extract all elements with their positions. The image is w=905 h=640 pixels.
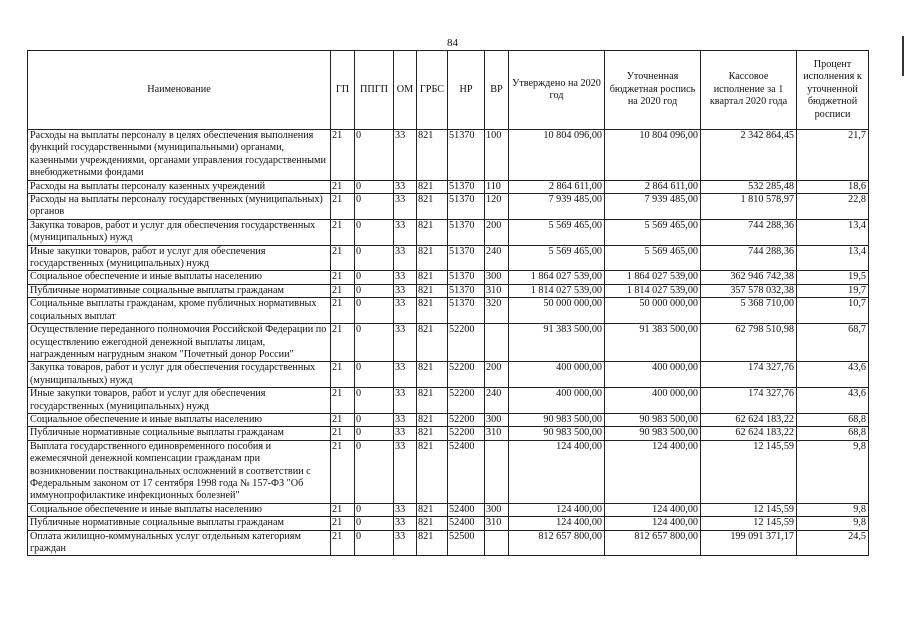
cell-cash: 362 946 742,38 bbox=[701, 271, 797, 284]
cell-np: 52400 bbox=[448, 503, 485, 516]
cell-approved: 400 000,00 bbox=[509, 362, 605, 388]
cell-cash: 5 368 710,00 bbox=[701, 298, 797, 324]
cell-vr: 120 bbox=[485, 194, 509, 220]
cell-cash: 174 327,76 bbox=[701, 388, 797, 414]
cell-grbs: 821 bbox=[417, 298, 448, 324]
cell-grbs: 821 bbox=[417, 413, 448, 426]
cell-om: 33 bbox=[394, 245, 417, 271]
cell-approved: 91 383 500,00 bbox=[509, 324, 605, 362]
cell-gp: 21 bbox=[331, 413, 355, 426]
cell-gp: 21 bbox=[331, 245, 355, 271]
cell-vr: 240 bbox=[485, 245, 509, 271]
cell-refined: 400 000,00 bbox=[605, 388, 701, 414]
cell-ppgp: 0 bbox=[355, 180, 394, 193]
cell-vr: 300 bbox=[485, 503, 509, 516]
table-row bbox=[28, 503, 869, 516]
cell-refined: 1 864 027 539,00 bbox=[605, 271, 701, 284]
cell-np: 52400 bbox=[448, 440, 485, 503]
cell-name: Социальные выплаты гражданам, кроме публичных нормативных социальных выплат bbox=[28, 298, 331, 324]
cell-vr: 110 bbox=[485, 180, 509, 193]
cell-cash: 744 288,36 bbox=[701, 219, 797, 245]
cell-name: Публичные нормативные социальные выплаты гражданам bbox=[28, 517, 331, 530]
cell-np: 51370 bbox=[448, 271, 485, 284]
cell-grbs: 821 bbox=[417, 530, 448, 556]
cell-gp: 21 bbox=[331, 388, 355, 414]
cell-grbs: 821 bbox=[417, 362, 448, 388]
cell-np: 51370 bbox=[448, 298, 485, 324]
cell-percent: 43,6 bbox=[797, 362, 869, 388]
cell-gp: 21 bbox=[331, 271, 355, 284]
cell-percent: 43,6 bbox=[797, 388, 869, 414]
cell-name: Социальное обеспечение и иные выплаты населению bbox=[28, 503, 331, 516]
cell-refined: 90 983 500,00 bbox=[605, 413, 701, 426]
cell-cash: 62 798 510,98 bbox=[701, 324, 797, 362]
cell-refined: 10 804 096,00 bbox=[605, 130, 701, 181]
cell-gp: 21 bbox=[331, 284, 355, 297]
cell-om: 33 bbox=[394, 362, 417, 388]
header-cash: Кассовое исполнение за 1 квартал 2020 года bbox=[701, 51, 797, 130]
cell-cash: 2 342 864,45 bbox=[701, 130, 797, 181]
cell-np: 51370 bbox=[448, 219, 485, 245]
cell-gp: 21 bbox=[331, 427, 355, 440]
cell-np: 52200 bbox=[448, 362, 485, 388]
cell-refined: 2 864 611,00 bbox=[605, 180, 701, 193]
cell-grbs: 821 bbox=[417, 440, 448, 503]
cell-percent: 13,4 bbox=[797, 245, 869, 271]
cell-grbs: 821 bbox=[417, 324, 448, 362]
cell-grbs: 821 bbox=[417, 219, 448, 245]
cell-gp: 21 bbox=[331, 130, 355, 181]
cell-om: 33 bbox=[394, 517, 417, 530]
cell-refined: 90 983 500,00 bbox=[605, 427, 701, 440]
cell-np: 52500 bbox=[448, 530, 485, 556]
table-row bbox=[28, 413, 869, 426]
cell-refined: 124 400,00 bbox=[605, 440, 701, 503]
cell-refined: 400 000,00 bbox=[605, 362, 701, 388]
cell-vr: 310 bbox=[485, 427, 509, 440]
cell-np: 51370 bbox=[448, 130, 485, 181]
budget-table bbox=[27, 50, 869, 556]
cell-percent: 68,7 bbox=[797, 324, 869, 362]
cell-approved: 1 814 027 539,00 bbox=[509, 284, 605, 297]
cell-gp: 21 bbox=[331, 324, 355, 362]
cell-vr bbox=[485, 324, 509, 362]
cell-approved: 400 000,00 bbox=[509, 388, 605, 414]
cell-vr: 310 bbox=[485, 284, 509, 297]
cell-percent: 19,5 bbox=[797, 271, 869, 284]
cell-refined: 1 814 027 539,00 bbox=[605, 284, 701, 297]
cell-vr: 200 bbox=[485, 219, 509, 245]
cell-gp: 21 bbox=[331, 440, 355, 503]
cell-ppgp: 0 bbox=[355, 271, 394, 284]
cell-approved: 5 569 465,00 bbox=[509, 245, 605, 271]
table-row bbox=[28, 271, 869, 284]
cell-name: Публичные нормативные социальные выплаты гражданам bbox=[28, 284, 331, 297]
header-percent: Процент исполнения к уточненной бюджетной росписи bbox=[797, 51, 869, 130]
cell-percent: 22,8 bbox=[797, 194, 869, 220]
cell-om: 33 bbox=[394, 440, 417, 503]
cell-percent: 68,8 bbox=[797, 413, 869, 426]
cell-name: Оплата жилищно-коммунальных услуг отдельным категориям граждан bbox=[28, 530, 331, 556]
cell-np: 51370 bbox=[448, 194, 485, 220]
cell-refined: 50 000 000,00 bbox=[605, 298, 701, 324]
cell-ppgp: 0 bbox=[355, 530, 394, 556]
cell-name: Выплата государственного единовременного пособия и ежемесячной денежной компенсации гражданам при возникновении поствакцинальных осложнений в соответствии с Федеральным законом от 17 сентября 1998 года № 157-ФЗ "Об иммунопрофилактике инфекционных болезней" bbox=[28, 440, 331, 503]
cell-om: 33 bbox=[394, 503, 417, 516]
cell-percent: 21,7 bbox=[797, 130, 869, 181]
header-approved: Утверждено на 2020 год bbox=[509, 51, 605, 130]
cell-percent: 9,8 bbox=[797, 503, 869, 516]
cell-ppgp: 0 bbox=[355, 324, 394, 362]
cell-name: Публичные нормативные социальные выплаты гражданам bbox=[28, 427, 331, 440]
cell-cash: 12 145,59 bbox=[701, 503, 797, 516]
cell-om: 33 bbox=[394, 324, 417, 362]
cell-om: 33 bbox=[394, 271, 417, 284]
page-edge-mark bbox=[902, 36, 904, 76]
cell-ppgp: 0 bbox=[355, 427, 394, 440]
cell-om: 33 bbox=[394, 219, 417, 245]
cell-np: 52200 bbox=[448, 324, 485, 362]
cell-approved: 50 000 000,00 bbox=[509, 298, 605, 324]
cell-percent: 13,4 bbox=[797, 219, 869, 245]
cell-grbs: 821 bbox=[417, 271, 448, 284]
cell-name: Иные закупки товаров, работ и услуг для обеспечения государственных (муниципальных) нужд bbox=[28, 388, 331, 414]
cell-vr: 320 bbox=[485, 298, 509, 324]
cell-cash: 12 145,59 bbox=[701, 517, 797, 530]
cell-cash: 174 327,76 bbox=[701, 362, 797, 388]
cell-percent: 9,8 bbox=[797, 517, 869, 530]
cell-vr: 310 bbox=[485, 517, 509, 530]
cell-om: 33 bbox=[394, 180, 417, 193]
header-ppgp: ППГП bbox=[355, 51, 394, 130]
cell-vr: 200 bbox=[485, 362, 509, 388]
cell-approved: 7 939 485,00 bbox=[509, 194, 605, 220]
cell-name: Закупка товаров, работ и услуг для обеспечения государственных (муниципальных) нужд bbox=[28, 219, 331, 245]
cell-ppgp: 0 bbox=[355, 413, 394, 426]
cell-gp: 21 bbox=[331, 180, 355, 193]
cell-grbs: 821 bbox=[417, 180, 448, 193]
cell-gp: 21 bbox=[331, 530, 355, 556]
cell-percent: 24,5 bbox=[797, 530, 869, 556]
cell-ppgp: 0 bbox=[355, 298, 394, 324]
cell-approved: 124 400,00 bbox=[509, 503, 605, 516]
cell-ppgp: 0 bbox=[355, 245, 394, 271]
cell-approved: 812 657 800,00 bbox=[509, 530, 605, 556]
table-row bbox=[28, 245, 869, 271]
table-row bbox=[28, 298, 869, 324]
cell-np: 52400 bbox=[448, 517, 485, 530]
cell-percent: 9,8 bbox=[797, 440, 869, 503]
cell-grbs: 821 bbox=[417, 388, 448, 414]
cell-ppgp: 0 bbox=[355, 517, 394, 530]
cell-approved: 2 864 611,00 bbox=[509, 180, 605, 193]
table-row bbox=[28, 440, 869, 503]
cell-om: 33 bbox=[394, 194, 417, 220]
cell-vr: 300 bbox=[485, 413, 509, 426]
table-row bbox=[28, 130, 869, 181]
cell-np: 52200 bbox=[448, 413, 485, 426]
cell-cash: 357 578 032,38 bbox=[701, 284, 797, 297]
table-row bbox=[28, 517, 869, 530]
cell-approved: 90 983 500,00 bbox=[509, 413, 605, 426]
cell-om: 33 bbox=[394, 427, 417, 440]
cell-np: 52200 bbox=[448, 427, 485, 440]
cell-percent: 19,7 bbox=[797, 284, 869, 297]
cell-gp: 21 bbox=[331, 219, 355, 245]
cell-om: 33 bbox=[394, 530, 417, 556]
cell-approved: 124 400,00 bbox=[509, 517, 605, 530]
table-row bbox=[28, 362, 869, 388]
cell-name: Осуществление переданного полномочия Российской Федерации по осуществлению ежегодной денежной выплаты лицам, награжденным нагрудным знаком "Почетный донор России" bbox=[28, 324, 331, 362]
cell-grbs: 821 bbox=[417, 284, 448, 297]
table-row bbox=[28, 427, 869, 440]
cell-np: 51370 bbox=[448, 284, 485, 297]
cell-cash: 62 624 183,22 bbox=[701, 413, 797, 426]
cell-percent: 10,7 bbox=[797, 298, 869, 324]
cell-np: 51370 bbox=[448, 245, 485, 271]
cell-cash: 199 091 371,17 bbox=[701, 530, 797, 556]
cell-cash: 744 288,36 bbox=[701, 245, 797, 271]
cell-approved: 1 864 027 539,00 bbox=[509, 271, 605, 284]
cell-refined: 91 383 500,00 bbox=[605, 324, 701, 362]
cell-ppgp: 0 bbox=[355, 284, 394, 297]
table-row bbox=[28, 324, 869, 362]
cell-ppgp: 0 bbox=[355, 440, 394, 503]
cell-approved: 5 569 465,00 bbox=[509, 219, 605, 245]
cell-gp: 21 bbox=[331, 517, 355, 530]
cell-grbs: 821 bbox=[417, 194, 448, 220]
header-om: ОМ bbox=[394, 51, 417, 130]
header-vr: ВР bbox=[485, 51, 509, 130]
cell-grbs: 821 bbox=[417, 427, 448, 440]
table-row bbox=[28, 194, 869, 220]
cell-refined: 5 569 465,00 bbox=[605, 245, 701, 271]
cell-np: 52200 bbox=[448, 388, 485, 414]
cell-approved: 124 400,00 bbox=[509, 440, 605, 503]
cell-om: 33 bbox=[394, 298, 417, 324]
table-row bbox=[28, 219, 869, 245]
cell-om: 33 bbox=[394, 284, 417, 297]
cell-cash: 532 285,48 bbox=[701, 180, 797, 193]
cell-name: Закупка товаров, работ и услуг для обеспечения государственных (муниципальных) нужд bbox=[28, 362, 331, 388]
cell-ppgp: 0 bbox=[355, 219, 394, 245]
cell-refined: 124 400,00 bbox=[605, 517, 701, 530]
cell-name: Социальное обеспечение и иные выплаты населению bbox=[28, 271, 331, 284]
cell-ppgp: 0 bbox=[355, 388, 394, 414]
cell-ppgp: 0 bbox=[355, 362, 394, 388]
cell-cash: 1 810 578,97 bbox=[701, 194, 797, 220]
cell-name: Расходы на выплаты персоналу в целях обеспечения выполнения функций государственными (муниципальными) органами, казенными учреждениями, органами управления государственными внебюджетными фондами bbox=[28, 130, 331, 181]
table-row bbox=[28, 388, 869, 414]
cell-ppgp: 0 bbox=[355, 503, 394, 516]
cell-vr bbox=[485, 530, 509, 556]
cell-om: 33 bbox=[394, 130, 417, 181]
cell-ppgp: 0 bbox=[355, 130, 394, 181]
cell-grbs: 821 bbox=[417, 517, 448, 530]
table-row bbox=[28, 530, 869, 556]
cell-name: Социальное обеспечение и иные выплаты населению bbox=[28, 413, 331, 426]
cell-cash: 62 624 183,22 bbox=[701, 427, 797, 440]
cell-gp: 21 bbox=[331, 503, 355, 516]
cell-name: Расходы на выплаты персоналу казенных учреждений bbox=[28, 180, 331, 193]
cell-grbs: 821 bbox=[417, 245, 448, 271]
cell-gp: 21 bbox=[331, 298, 355, 324]
header-refined: Уточненная бюджетная роспись на 2020 год bbox=[605, 51, 701, 130]
cell-approved: 90 983 500,00 bbox=[509, 427, 605, 440]
cell-vr: 100 bbox=[485, 130, 509, 181]
header-name: Наименование bbox=[28, 51, 331, 130]
cell-om: 33 bbox=[394, 388, 417, 414]
cell-cash: 12 145,59 bbox=[701, 440, 797, 503]
table-body bbox=[28, 130, 869, 556]
header-grbs: ГРБС bbox=[417, 51, 448, 130]
cell-vr: 300 bbox=[485, 271, 509, 284]
cell-vr: 240 bbox=[485, 388, 509, 414]
cell-refined: 124 400,00 bbox=[605, 503, 701, 516]
table-row bbox=[28, 180, 869, 193]
cell-approved: 10 804 096,00 bbox=[509, 130, 605, 181]
cell-percent: 68,8 bbox=[797, 427, 869, 440]
cell-name: Иные закупки товаров, работ и услуг для обеспечения государственных (муниципальных) нужд bbox=[28, 245, 331, 271]
header-np: НР bbox=[448, 51, 485, 130]
table-header-row bbox=[28, 51, 869, 130]
cell-ppgp: 0 bbox=[355, 194, 394, 220]
table-row bbox=[28, 284, 869, 297]
cell-om: 33 bbox=[394, 413, 417, 426]
cell-gp: 21 bbox=[331, 362, 355, 388]
cell-grbs: 821 bbox=[417, 130, 448, 181]
cell-gp: 21 bbox=[331, 194, 355, 220]
cell-refined: 7 939 485,00 bbox=[605, 194, 701, 220]
cell-percent: 18,6 bbox=[797, 180, 869, 193]
page-number: 84 bbox=[447, 37, 458, 49]
cell-refined: 5 569 465,00 bbox=[605, 219, 701, 245]
cell-grbs: 821 bbox=[417, 503, 448, 516]
cell-vr bbox=[485, 440, 509, 503]
cell-np: 51370 bbox=[448, 180, 485, 193]
cell-refined: 812 657 800,00 bbox=[605, 530, 701, 556]
cell-name: Расходы на выплаты персоналу государственных (муниципальных) органов bbox=[28, 194, 331, 220]
header-gp: ГП bbox=[331, 51, 355, 130]
